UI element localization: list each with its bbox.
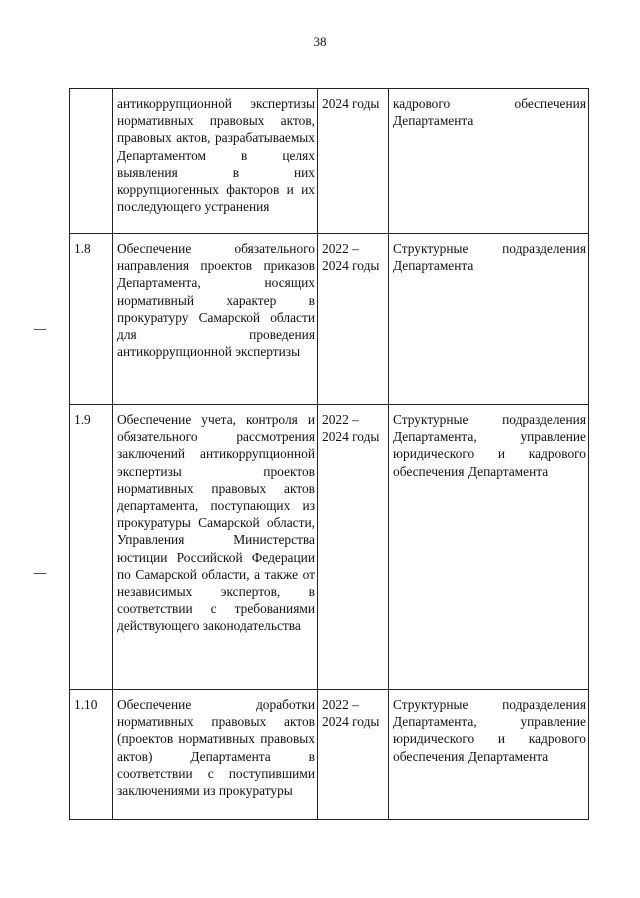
event-cell: Обеспечение учета, контроля и обязательного рассмотрения заключений антикоррупционной экспертизы проектов нормативных правовых актов департамента, поступающих из прокуратуры Самарской области, Управления Министерства юстиции Российской Федерации по Самарской области, а также от независимых экспертов, в соответствии с требованиями действующего законодательства <box>113 405 318 690</box>
term-cell: 2022 – 2024 годы <box>318 234 389 405</box>
responsible-cell: Структурные подразделения Департамента <box>389 234 589 405</box>
row-number: 1.9 <box>70 405 113 690</box>
table-row <box>70 690 589 820</box>
measures-table <box>69 88 589 820</box>
margin-mark <box>34 573 46 574</box>
margin-mark <box>34 329 46 330</box>
row-number <box>70 89 113 234</box>
table-row <box>70 89 589 234</box>
event-cell: Обеспечение обязательного направления проектов приказов Департамента, носящих нормативный характер в прокуратуру Самарской области для проведения антикоррупционной экспертизы <box>113 234 318 405</box>
row-number: 1.8 <box>70 234 113 405</box>
term-cell: 2022 – 2024 годы <box>318 405 389 690</box>
responsible-cell: кадрового обеспечения Департамента <box>389 89 589 234</box>
page-number: 38 <box>313 34 327 49</box>
event-cell: Обеспечение доработки нормативных правовых актов (проектов нормативных правовых актов) Департамента в соответствии с поступившими заключениями из прокуратуры <box>113 690 318 820</box>
term-cell: 2024 годы <box>318 89 389 234</box>
responsible-cell: Структурные подразделения Департамента, управление юридического и кадрового обеспечения Департамента <box>389 690 589 820</box>
responsible-cell: Структурные подразделения Департамента, управление юридического и кадрового обеспечения Департамента <box>389 405 589 690</box>
term-cell: 2022 – 2024 годы <box>318 690 389 820</box>
event-cell: антикоррупционной экспертизы нормативных правовых актов, правовых актов, разрабатываемых Департаментом в целях выявления в них коррупциогенных факторов и их последующего устранения <box>113 89 318 234</box>
row-number: 1.10 <box>70 690 113 820</box>
table-row <box>70 405 589 690</box>
table-row <box>70 234 589 405</box>
